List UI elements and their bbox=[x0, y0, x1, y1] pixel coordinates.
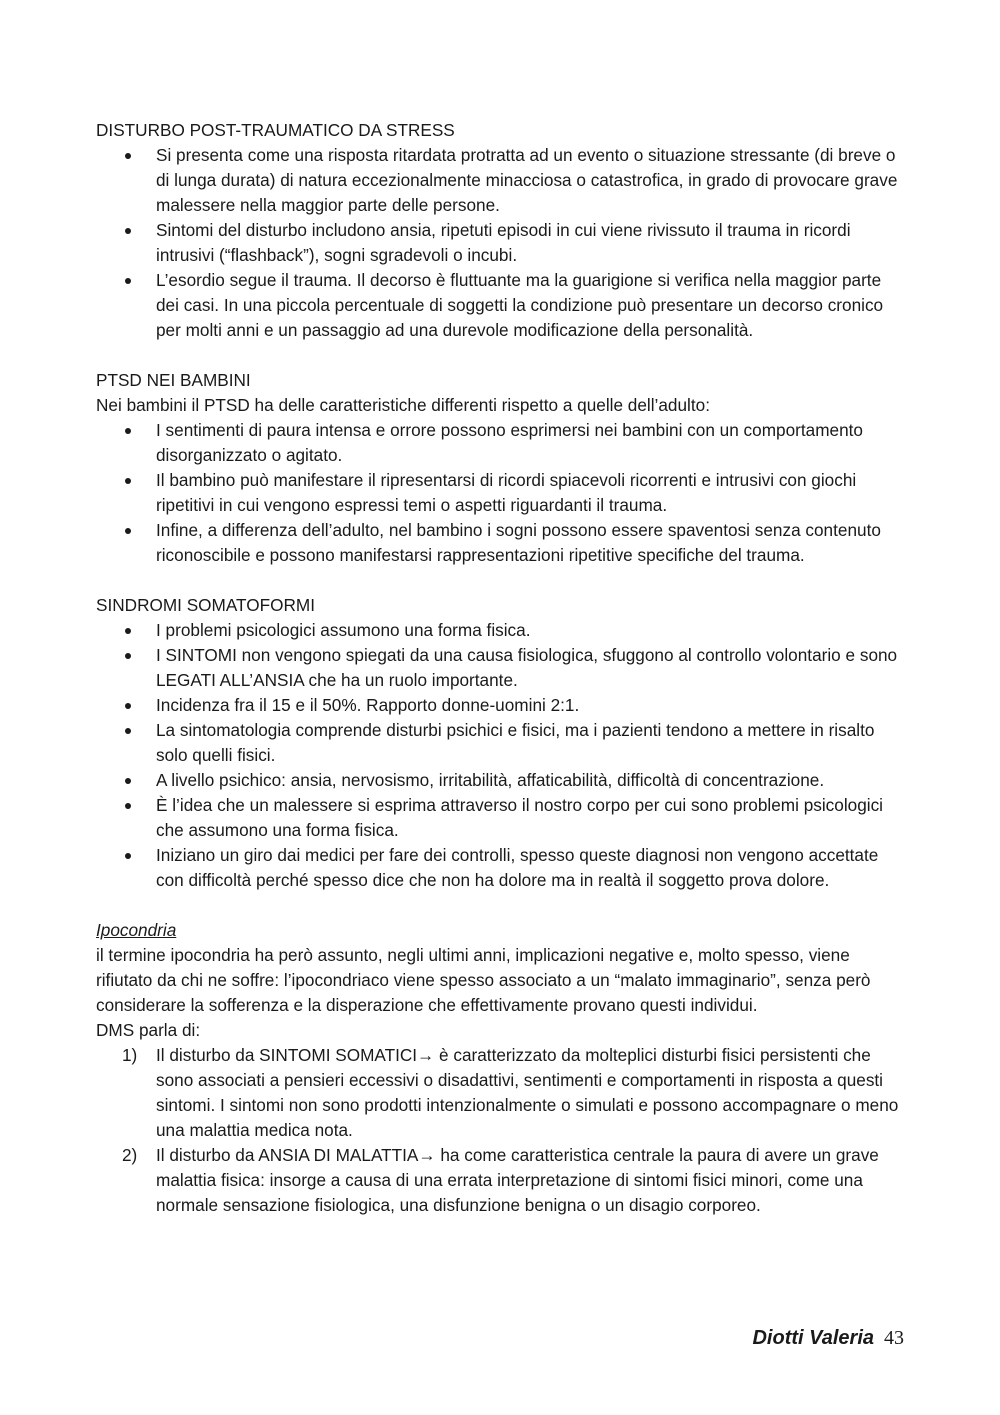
somatoform-bullet-list bbox=[96, 618, 908, 893]
list-item: I problemi psicologici assumono una forma fisica. bbox=[156, 618, 908, 643]
bullet-icon bbox=[125, 428, 131, 434]
bullet-icon bbox=[125, 703, 131, 709]
bullet-icon bbox=[125, 803, 131, 809]
spacer bbox=[96, 568, 908, 593]
dms-intro: DMS parla di: bbox=[96, 1020, 201, 1040]
bullet-icon bbox=[125, 478, 131, 484]
bullet-icon bbox=[125, 778, 131, 784]
list-item: La sintomatologia comprende disturbi psichici e fisici, ma i pazienti tendono a mettere in risalto solo quelli fisici. bbox=[156, 718, 908, 768]
spacer bbox=[96, 893, 908, 918]
list-item: Si presenta come una risposta ritardata protratta ad un evento o situazione stressante (di breve o di lunga durata) di natura eccezionalmente minacciosa o catastrofica, in grado di provocare grave malessere nella maggior parte delle persone. bbox=[156, 143, 908, 218]
bullet-icon bbox=[125, 228, 131, 234]
section-heading-ptsd: DISTURBO POST-TRAUMATICO DA STRESS bbox=[96, 120, 455, 140]
bullet-icon bbox=[125, 728, 131, 734]
bullet-icon bbox=[125, 278, 131, 284]
page-number: 43 bbox=[884, 1327, 904, 1349]
list-number: 1) bbox=[122, 1045, 138, 1065]
section-heading-hypochondria: Ipocondria bbox=[96, 920, 177, 940]
spacer bbox=[96, 343, 908, 368]
list-item: È l’idea che un malessere si esprima attraverso il nostro corpo per cui sono problemi psicologici che assumono una forma fisica. bbox=[156, 793, 908, 843]
list-item: Infine, a differenza dell’adulto, nel bambino i sogni possono essere spaventosi senza contenuto riconoscibile e possono manifestarsi rappresentazioni ripetitive specifiche del trauma. bbox=[156, 518, 908, 568]
ptsd-children-intro: Nei bambini il PTSD ha delle caratteristiche differenti rispetto a quelle dell’adulto: bbox=[96, 395, 710, 415]
list-item: Incidenza fra il 15 e il 50%. Rapporto donne-uomini 2:1. bbox=[156, 693, 908, 718]
section-heading-ptsd-children: PTSD NEI BAMBINI bbox=[96, 370, 251, 390]
dms-numbered-list bbox=[96, 1043, 908, 1218]
list-item: A livello psichico: ansia, nervosismo, irritabilità, affaticabilità, difficoltà di concentrazione. bbox=[156, 768, 908, 793]
bullet-icon bbox=[125, 153, 131, 159]
list-item: I sentimenti di paura intensa e orrore possono esprimersi nei bambini con un comportamento disorganizzato o agitato. bbox=[156, 418, 908, 468]
bullet-icon bbox=[125, 528, 131, 534]
page-footer bbox=[752, 1327, 904, 1350]
bullet-icon bbox=[125, 853, 131, 859]
list-item: I SINTOMI non vengono spiegati da una causa fisiologica, sfuggono al controllo volontario e sono LEGATI ALL’ANSIA che ha un ruolo importante. bbox=[156, 643, 908, 693]
section-heading-somatoform: SINDROMI SOMATOFORMI bbox=[96, 595, 315, 615]
list-number: 2) bbox=[122, 1145, 138, 1165]
list-item: Il bambino può manifestare il ripresentarsi di ricordi spiacevoli ricorrenti e intrusivi con giochi ripetitivi in cui vengono espressi temi o aspetti riguardanti il trauma. bbox=[156, 468, 908, 518]
document-page bbox=[96, 118, 908, 1218]
list-item: Iniziano un giro dai medici per fare dei controlli, spesso queste diagnosi non vengono accettate con difficoltà perché spesso dice che non ha dolore ma in realtà il soggetto prova dolore. bbox=[156, 843, 908, 893]
list-item: 2) Il disturbo da ANSIA DI MALATTIA→ ha come caratteristica centrale la paura di avere un grave malattia fisica: insorge a causa di una errata interpretazione di sintomi fisici minori, come una normale sensazione fisiologica, una disfunzione benigna o un disagio corporeo. bbox=[122, 1145, 879, 1215]
ptsd-children-bullet-list bbox=[96, 418, 908, 568]
ptsd-bullet-list bbox=[96, 143, 908, 343]
bullet-icon bbox=[125, 628, 131, 634]
list-item: L’esordio segue il trauma. Il decorso è fluttuante ma la guarigione si verifica nella maggior parte dei casi. In una piccola percentuale di soggetti la condizione può presentare un decorso cronico per molti anni e un passaggio ad una durevole modificazione della personalità. bbox=[156, 268, 908, 343]
author-name: Diotti Valeria bbox=[752, 1327, 874, 1349]
bullet-icon bbox=[125, 653, 131, 659]
list-item: 1) Il disturbo da SINTOMI SOMATICI→ è caratterizzato da molteplici disturbi fisici persistenti che sono associati a pensieri eccessivi o disadattivi, sentimenti e comportamenti in risposta a questi sintomi. I sintomi non sono prodotti intenzionalmente o simulati e possono accompagnare o meno una malattia medica nota. bbox=[122, 1045, 899, 1140]
hypochondria-paragraph: il termine ipocondria ha però assunto, negli ultimi anni, implicazioni negative e, molto spesso, viene rifiutato da chi ne soffre: l’ipocondriaco viene spesso associato a un “malato immaginario”, senza però considerare la sofferenza e la disperazione che effettivamente provano questi individui. bbox=[96, 945, 871, 1015]
list-item: Sintomi del disturbo includono ansia, ripetuti episodi in cui viene rivissuto il trauma in ricordi intrusivi (“flashback”), sogni sgradevoli o incubi. bbox=[156, 218, 908, 268]
